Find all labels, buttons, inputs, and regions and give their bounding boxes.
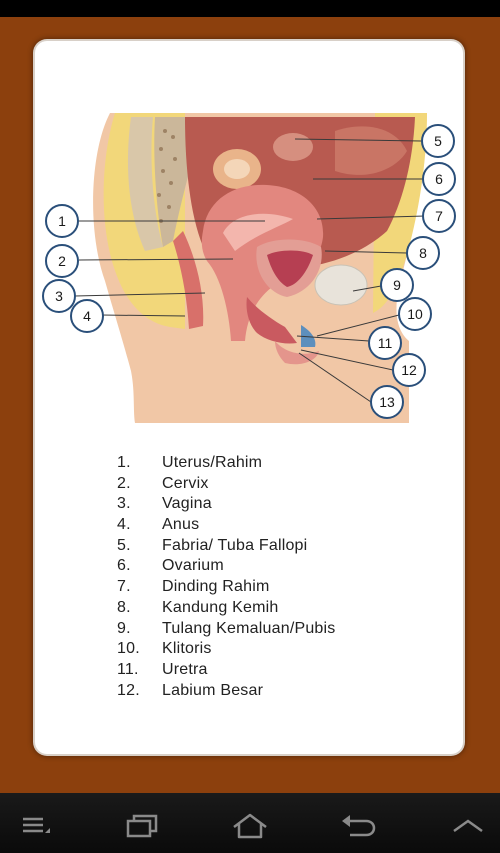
- legend-item: [117, 661, 447, 682]
- legend-label: Dinding Rahim: [162, 578, 270, 596]
- legend-number: 10.: [117, 640, 140, 658]
- legend-label: Uterus/Rahim: [162, 454, 263, 471]
- legend-number: 12.: [117, 681, 140, 699]
- svg-text:3: 3: [55, 288, 63, 304]
- legend-item: [117, 557, 447, 578]
- home-icon[interactable]: [230, 811, 270, 841]
- svg-text:11: 11: [377, 335, 393, 351]
- svg-text:6: 6: [435, 171, 443, 187]
- callout-9: [381, 269, 413, 301]
- legend-label: Cervix: [162, 474, 209, 492]
- legend-label: Ovarium: [162, 557, 224, 575]
- legend-number: 2.: [117, 474, 131, 492]
- callout-10: [399, 298, 431, 330]
- legend-number: 9.: [117, 619, 131, 637]
- legend-number: 8.: [117, 598, 131, 616]
- back-icon[interactable]: [338, 811, 378, 841]
- svg-text:7: 7: [435, 208, 443, 224]
- callout-1: [46, 205, 78, 237]
- legend-label: Anus: [162, 516, 200, 534]
- svg-text:10: 10: [407, 306, 423, 322]
- legend-label: Fabria/ Tuba Fallopi: [162, 536, 308, 554]
- callout-6: [423, 163, 455, 195]
- status-bar: [0, 0, 500, 17]
- callout-12: [393, 354, 425, 386]
- svg-text:12: 12: [401, 362, 417, 378]
- legend-item: [117, 640, 447, 661]
- legend-item: [117, 620, 447, 641]
- svg-text:8: 8: [419, 245, 427, 261]
- svg-text:9: 9: [393, 277, 401, 293]
- legend-number: 7.: [117, 578, 131, 596]
- legend-item: [117, 454, 447, 475]
- callout-4: [71, 300, 103, 332]
- callout-7: [423, 200, 455, 232]
- callout-5: [422, 125, 454, 157]
- svg-text:4: 4: [83, 308, 91, 324]
- callout-11: [369, 327, 401, 359]
- legend-label: Klitoris: [162, 640, 212, 658]
- legend-label: Vagina: [162, 495, 212, 513]
- legend-label: Uretra: [162, 660, 208, 678]
- callout-13: [371, 386, 403, 418]
- legend-item: [117, 495, 447, 516]
- menu-icon[interactable]: [18, 811, 58, 841]
- legend-number: 4.: [117, 516, 131, 534]
- legend-item: [117, 516, 447, 537]
- svg-text:1: 1: [58, 213, 66, 229]
- legend-item: [117, 682, 447, 703]
- legend-label: Labium Besar: [162, 681, 264, 699]
- anatomy-illustration: [93, 113, 427, 423]
- legend-label: Kandung Kemih: [162, 598, 279, 616]
- legend-number: 11.: [117, 660, 139, 678]
- svg-text:5: 5: [434, 133, 442, 149]
- svg-text:2: 2: [58, 253, 66, 269]
- legend-number: 6.: [117, 557, 131, 575]
- legend-item: [117, 537, 447, 558]
- system-navigation-bar: [0, 793, 500, 853]
- legend-number: 3.: [117, 495, 131, 513]
- legend-list: [117, 454, 447, 702]
- content-card: [35, 41, 463, 754]
- svg-text:13: 13: [379, 394, 395, 410]
- callout-3: [43, 280, 75, 312]
- legend-label: Tulang Kemaluan/Pubis: [162, 619, 336, 637]
- legend-number: 1.: [117, 454, 131, 471]
- recent-apps-icon[interactable]: [122, 811, 162, 841]
- callout-8: [407, 237, 439, 269]
- legend-item: [117, 599, 447, 620]
- legend-item: [117, 578, 447, 599]
- chevron-up-icon[interactable]: [448, 811, 488, 841]
- legend-item: [117, 475, 447, 496]
- legend-number: 5.: [117, 536, 131, 554]
- anatomy-diagram: [35, 41, 463, 441]
- callout-2: [46, 245, 78, 277]
